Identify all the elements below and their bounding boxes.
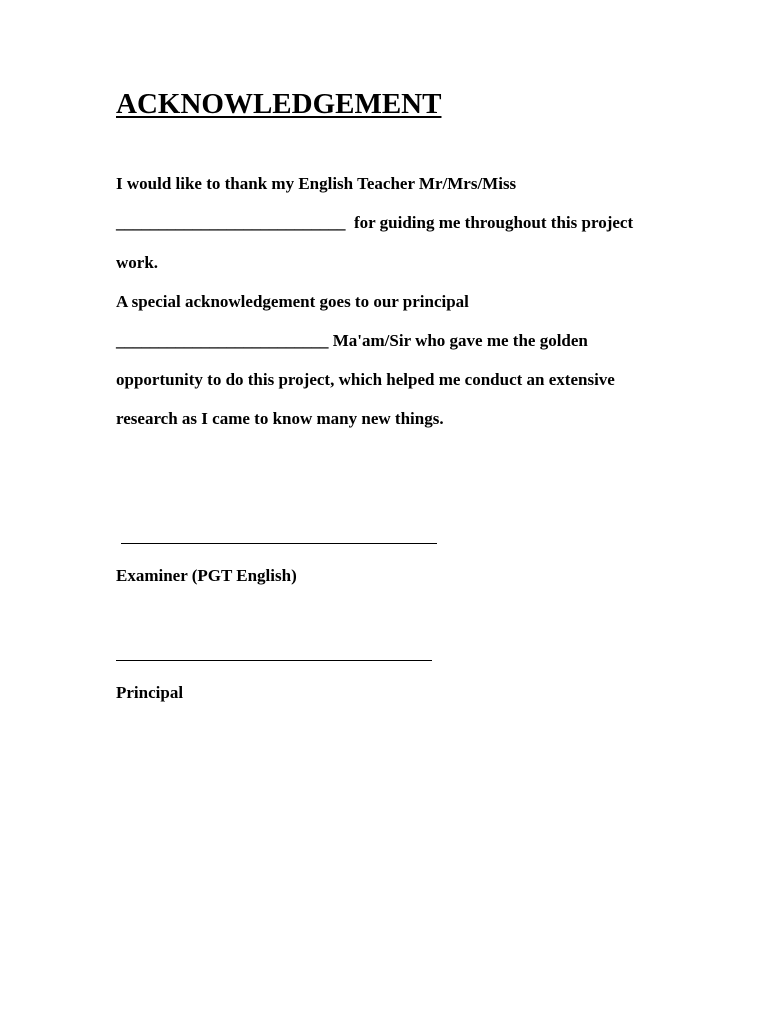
paragraph-line: ___________________________ for guiding me throughout this project: [116, 213, 634, 232]
paragraph-line: I would like to thank my English Teacher Mr/Mrs/Miss: [116, 174, 517, 193]
principal-signature-line: [116, 660, 432, 661]
paragraph-line: research as I came to know many new things.: [116, 409, 444, 428]
paragraph-line: A special acknowledgement goes to our principal: [116, 292, 469, 311]
examiner-signature-line: [121, 543, 437, 544]
paragraph-line: opportunity to do this project, which helped me conduct an extensive: [116, 370, 615, 389]
paragraph-line: _________________________ Ma'am/Sir who gave me the golden: [116, 331, 588, 350]
paragraph-line: work.: [116, 253, 159, 272]
examiner-signature-label: Examiner (PGT English): [116, 566, 297, 585]
principal-signature-label: Principal: [116, 683, 184, 702]
page-title: ACKNOWLEDGEMENT: [116, 88, 442, 120]
